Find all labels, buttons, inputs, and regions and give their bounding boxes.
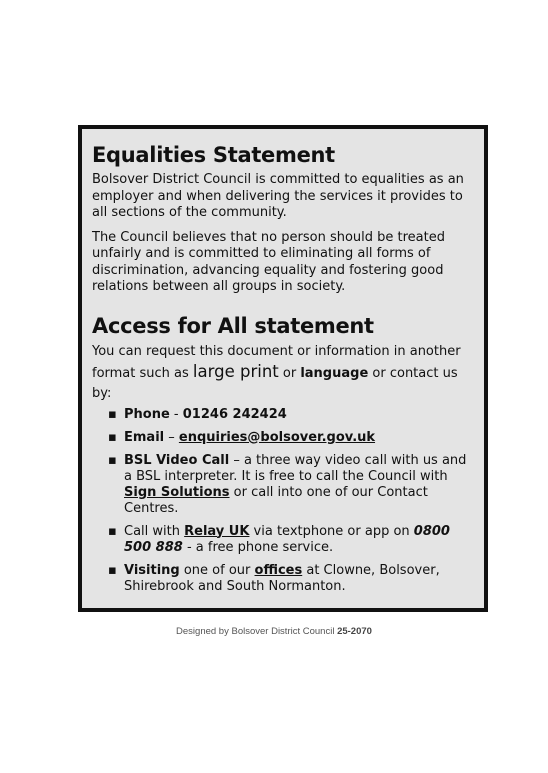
visiting-label: Visiting: [124, 562, 180, 578]
offices-link[interactable]: offices: [254, 562, 303, 578]
list-item-relay: [92, 524, 474, 556]
access-intro: [92, 342, 474, 404]
visiting-text-b: at Clowne, Bolsover, Shirebrook and South Normanton.: [124, 562, 440, 594]
relay-uk-link[interactable]: Relay UK: [184, 523, 250, 539]
bsl-text-a: – a three way video call with us and a BSL interpreter. It is free to call the Council with: [124, 452, 467, 484]
bsl-label: BSL Video Call: [124, 452, 230, 468]
access-heading: Access for All statement: [92, 313, 374, 338]
list-item-visiting: [92, 563, 474, 595]
phone-label: Phone: [124, 406, 170, 422]
phone-separator: -: [169, 406, 183, 422]
large-print-text: large print: [192, 361, 279, 381]
relay-text-a: Call with: [124, 523, 185, 539]
footer-credit: [0, 626, 548, 637]
contact-list: [92, 407, 474, 595]
bullet-icon: ▪: [108, 562, 117, 578]
list-item-phone: [92, 407, 474, 423]
email-label: Email: [124, 429, 165, 445]
sign-solutions-link[interactable]: Sign Solutions: [124, 484, 230, 500]
bullet-icon: ▪: [108, 406, 117, 422]
bullet-icon: ▪: [108, 523, 117, 539]
equalities-paragraph-2: The Council believes that no person should be treated unfairly and is committed to eliminating all forms of discrimination, advancing equality and fostering good relations between all groups in society.: [92, 229, 445, 294]
visiting-text-a: one of our: [179, 562, 255, 578]
equalities-heading: Equalities Statement: [92, 143, 335, 167]
access-intro-text-a: You can request this document or information in another format such as: [92, 343, 461, 381]
relay-text-c: - a free phone service.: [182, 539, 334, 555]
phone-number[interactable]: 01246 242424: [182, 406, 287, 422]
email-separator: –: [164, 429, 179, 445]
footer-code: 25-2070: [337, 626, 372, 637]
bullet-icon: ▪: [108, 452, 117, 468]
language-text: language: [300, 365, 369, 381]
relay-text-b: via textphone or app on: [249, 523, 414, 539]
access-intro-or: or: [278, 365, 301, 381]
footer-text: Designed by Bolsover District Council: [176, 626, 338, 637]
equalities-paragraph-1: Bolsover District Council is committed to equalities as an employer and when delivering the services it provides to all sections of the community.: [92, 172, 464, 220]
list-item-email: [92, 430, 474, 446]
statement-panel: [78, 125, 488, 612]
list-item-bsl: [92, 453, 474, 517]
email-link[interactable]: enquiries@bolsover.gov.uk: [178, 429, 376, 445]
relay-number[interactable]: 0800 500 888: [124, 523, 450, 555]
access-intro-text-b: or contact us by:: [92, 365, 458, 401]
bullet-icon: ▪: [108, 429, 117, 445]
bsl-text-b: or call into one of our Contact Centres.: [124, 484, 428, 516]
